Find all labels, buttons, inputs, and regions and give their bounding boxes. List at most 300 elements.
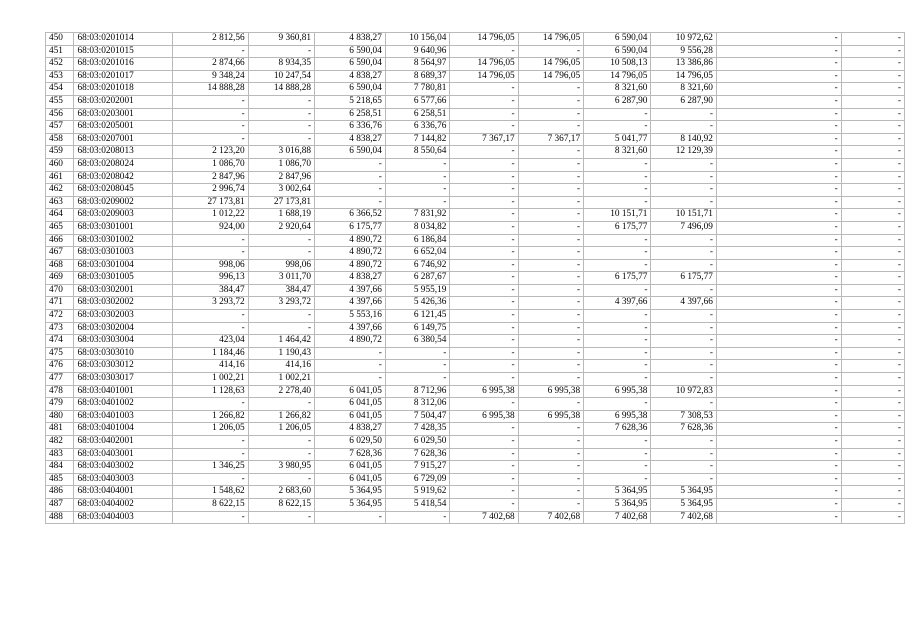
value-col-7-cell: - xyxy=(584,373,651,386)
value-col-2-cell: 1 464,42 xyxy=(248,335,314,348)
table-row xyxy=(46,171,905,184)
value-col-1-cell: - xyxy=(172,234,248,247)
value-col-5-cell: - xyxy=(450,473,518,486)
row-number-cell: 452 xyxy=(46,58,74,71)
value-col-6-cell: - xyxy=(518,196,583,209)
value-col-8-cell: 6 175,77 xyxy=(651,272,716,285)
value-col-4-cell: - xyxy=(385,196,450,209)
value-col-1-cell: 9 348,24 xyxy=(172,70,248,83)
value-col-10-cell: - xyxy=(841,385,904,398)
value-col-10-cell: - xyxy=(841,272,904,285)
value-col-10-cell: - xyxy=(841,45,904,58)
value-col-3-cell: - xyxy=(315,158,386,171)
value-col-10-cell: - xyxy=(841,284,904,297)
value-col-1-cell: 1 128,63 xyxy=(172,385,248,398)
value-col-8-cell: - xyxy=(651,121,716,134)
value-col-8-cell: 4 397,66 xyxy=(651,297,716,310)
value-col-3-cell: 4 890,72 xyxy=(315,234,386,247)
value-col-10-cell: - xyxy=(841,360,904,373)
row-number-cell: 457 xyxy=(46,121,74,134)
value-col-4-cell: 7 915,27 xyxy=(385,461,450,474)
value-col-3-cell: - xyxy=(315,373,386,386)
cadastral-number-cell: 68:03:0208042 xyxy=(74,171,172,184)
value-col-1-cell: - xyxy=(172,511,248,524)
cadastral-number-cell: 68:03:0404001 xyxy=(74,486,172,499)
row-number-cell: 461 xyxy=(46,171,74,184)
value-col-7-cell: 6 995,38 xyxy=(584,385,651,398)
row-number-cell: 469 xyxy=(46,272,74,285)
value-col-4-cell: 5 426,36 xyxy=(385,297,450,310)
value-col-7-cell: 4 397,66 xyxy=(584,297,651,310)
value-col-3-cell: 6 590,04 xyxy=(315,146,386,159)
value-col-9-cell: - xyxy=(716,322,841,335)
value-col-1-cell: 3 293,72 xyxy=(172,297,248,310)
table-row xyxy=(46,259,905,272)
value-col-6-cell: 14 796,05 xyxy=(518,58,583,71)
value-col-1-cell: - xyxy=(172,436,248,449)
value-col-9-cell: - xyxy=(716,498,841,511)
value-col-7-cell: 5 041,77 xyxy=(584,133,651,146)
value-col-9-cell: - xyxy=(716,272,841,285)
value-col-10-cell: - xyxy=(841,473,904,486)
value-col-6-cell: - xyxy=(518,322,583,335)
table-row xyxy=(46,158,905,171)
value-col-7-cell: - xyxy=(584,247,651,260)
value-col-4-cell: - xyxy=(385,171,450,184)
table-row xyxy=(46,398,905,411)
row-number-cell: 460 xyxy=(46,158,74,171)
row-number-cell: 450 xyxy=(46,33,74,46)
value-col-7-cell: 7 628,36 xyxy=(584,423,651,436)
cadastral-number-cell: 68:03:0302003 xyxy=(74,310,172,323)
table-row xyxy=(46,297,905,310)
value-col-8-cell: - xyxy=(651,322,716,335)
value-col-4-cell: 6 029,50 xyxy=(385,436,450,449)
value-col-6-cell: - xyxy=(518,83,583,96)
table-row xyxy=(46,335,905,348)
value-col-7-cell: - xyxy=(584,108,651,121)
value-col-8-cell: 8 321,60 xyxy=(651,83,716,96)
value-col-4-cell: - xyxy=(385,158,450,171)
value-col-5-cell: - xyxy=(450,234,518,247)
value-col-1-cell: 423,04 xyxy=(172,335,248,348)
row-number-cell: 477 xyxy=(46,373,74,386)
value-col-4-cell: - xyxy=(385,360,450,373)
value-col-6-cell: - xyxy=(518,259,583,272)
value-col-7-cell: - xyxy=(584,158,651,171)
value-col-7-cell: 6 590,04 xyxy=(584,45,651,58)
cadastral-number-cell: 68:03:0403002 xyxy=(74,461,172,474)
value-col-7-cell: - xyxy=(584,196,651,209)
value-col-4-cell: 5 955,19 xyxy=(385,284,450,297)
table-row xyxy=(46,108,905,121)
value-col-3-cell: 6 041,05 xyxy=(315,410,386,423)
row-number-cell: 454 xyxy=(46,83,74,96)
table-row xyxy=(46,373,905,386)
cadastral-number-cell: 68:03:0207001 xyxy=(74,133,172,146)
value-col-10-cell: - xyxy=(841,486,904,499)
value-col-10-cell: - xyxy=(841,310,904,323)
value-col-1-cell: - xyxy=(172,310,248,323)
value-col-7-cell: - xyxy=(584,448,651,461)
value-col-2-cell: 8 622,15 xyxy=(248,498,314,511)
table-row xyxy=(46,146,905,159)
cadastral-number-cell: 68:03:0209002 xyxy=(74,196,172,209)
row-number-cell: 481 xyxy=(46,423,74,436)
value-col-9-cell: - xyxy=(716,221,841,234)
row-number-cell: 459 xyxy=(46,146,74,159)
value-col-3-cell: 6 590,04 xyxy=(315,83,386,96)
cadastral-number-cell: 68:03:0402001 xyxy=(74,436,172,449)
value-col-7-cell: - xyxy=(584,322,651,335)
value-col-7-cell: - xyxy=(584,360,651,373)
value-col-9-cell: - xyxy=(716,171,841,184)
value-col-5-cell: 14 796,05 xyxy=(450,58,518,71)
value-col-5-cell: - xyxy=(450,322,518,335)
value-col-3-cell: 4 838,27 xyxy=(315,423,386,436)
value-col-6-cell: - xyxy=(518,272,583,285)
value-col-4-cell: 8 689,37 xyxy=(385,70,450,83)
value-col-5-cell: - xyxy=(450,259,518,272)
value-col-6-cell: - xyxy=(518,171,583,184)
value-col-2-cell: - xyxy=(248,398,314,411)
value-col-7-cell: 5 364,95 xyxy=(584,498,651,511)
value-col-4-cell: 6 336,76 xyxy=(385,121,450,134)
value-col-10-cell: - xyxy=(841,209,904,222)
value-col-6-cell: 14 796,05 xyxy=(518,33,583,46)
value-col-9-cell: - xyxy=(716,121,841,134)
row-number-cell: 465 xyxy=(46,221,74,234)
row-number-cell: 488 xyxy=(46,511,74,524)
value-col-10-cell: - xyxy=(841,498,904,511)
value-col-7-cell: - xyxy=(584,171,651,184)
value-col-7-cell: - xyxy=(584,461,651,474)
cadastral-number-cell: 68:03:0303010 xyxy=(74,347,172,360)
value-col-3-cell: 6 258,51 xyxy=(315,108,386,121)
value-col-8-cell: - xyxy=(651,398,716,411)
value-col-8-cell: - xyxy=(651,196,716,209)
value-col-2-cell: - xyxy=(248,448,314,461)
value-col-5-cell: - xyxy=(450,398,518,411)
value-col-5-cell: - xyxy=(450,272,518,285)
value-col-6-cell: - xyxy=(518,45,583,58)
value-col-4-cell: 6 258,51 xyxy=(385,108,450,121)
value-col-1-cell: 1 346,25 xyxy=(172,461,248,474)
table-row xyxy=(46,33,905,46)
value-col-5-cell: 6 995,38 xyxy=(450,385,518,398)
value-col-4-cell: 5 919,62 xyxy=(385,486,450,499)
table-row xyxy=(46,95,905,108)
value-col-6-cell: 6 995,38 xyxy=(518,410,583,423)
value-col-4-cell: 8 312,06 xyxy=(385,398,450,411)
value-col-8-cell: - xyxy=(651,473,716,486)
value-col-4-cell: 7 504,47 xyxy=(385,410,450,423)
value-col-5-cell: - xyxy=(450,373,518,386)
value-col-10-cell: - xyxy=(841,158,904,171)
value-col-1-cell: 2 874,66 xyxy=(172,58,248,71)
value-col-10-cell: - xyxy=(841,322,904,335)
row-number-cell: 475 xyxy=(46,347,74,360)
cadastral-number-cell: 68:03:0201017 xyxy=(74,70,172,83)
cadastral-number-cell: 68:03:0302002 xyxy=(74,297,172,310)
value-col-3-cell: 6 175,77 xyxy=(315,221,386,234)
value-col-5-cell: 7 367,17 xyxy=(450,133,518,146)
value-col-3-cell: 4 838,27 xyxy=(315,272,386,285)
value-col-2-cell: 2 920,64 xyxy=(248,221,314,234)
value-col-1-cell: - xyxy=(172,473,248,486)
value-col-6-cell: - xyxy=(518,146,583,159)
value-col-2-cell: 414,16 xyxy=(248,360,314,373)
value-col-7-cell: 6 995,38 xyxy=(584,410,651,423)
cadastral-number-cell: 68:03:0303012 xyxy=(74,360,172,373)
value-col-6-cell: - xyxy=(518,184,583,197)
value-col-2-cell: 2 847,96 xyxy=(248,171,314,184)
value-col-1-cell: 1 012,22 xyxy=(172,209,248,222)
value-col-7-cell: 6 175,77 xyxy=(584,272,651,285)
value-col-3-cell: 4 890,72 xyxy=(315,259,386,272)
value-col-10-cell: - xyxy=(841,410,904,423)
value-col-4-cell: 8 034,82 xyxy=(385,221,450,234)
value-col-9-cell: - xyxy=(716,436,841,449)
value-col-6-cell: - xyxy=(518,398,583,411)
value-col-1-cell: 2 123,20 xyxy=(172,146,248,159)
value-col-3-cell: 6 336,76 xyxy=(315,121,386,134)
value-col-4-cell: 6 746,92 xyxy=(385,259,450,272)
table-row xyxy=(46,58,905,71)
value-col-4-cell: 7 628,36 xyxy=(385,448,450,461)
value-col-8-cell: - xyxy=(651,171,716,184)
value-col-7-cell: 8 321,60 xyxy=(584,146,651,159)
table-row xyxy=(46,410,905,423)
value-col-2-cell: 998,06 xyxy=(248,259,314,272)
valuation-table xyxy=(45,32,905,524)
value-col-10-cell: - xyxy=(841,423,904,436)
value-col-6-cell: - xyxy=(518,461,583,474)
row-number-cell: 467 xyxy=(46,247,74,260)
row-number-cell: 473 xyxy=(46,322,74,335)
value-col-8-cell: - xyxy=(651,259,716,272)
value-col-5-cell: - xyxy=(450,209,518,222)
value-col-3-cell: 6 041,05 xyxy=(315,473,386,486)
value-col-1-cell: - xyxy=(172,448,248,461)
value-col-5-cell: - xyxy=(450,347,518,360)
value-col-3-cell: 5 364,95 xyxy=(315,486,386,499)
value-col-2-cell: 2 683,60 xyxy=(248,486,314,499)
value-col-7-cell: 14 796,05 xyxy=(584,70,651,83)
value-col-6-cell: - xyxy=(518,209,583,222)
table-row xyxy=(46,360,905,373)
value-col-2-cell: - xyxy=(248,473,314,486)
value-col-4-cell: 5 418,54 xyxy=(385,498,450,511)
value-col-6-cell: - xyxy=(518,310,583,323)
cadastral-number-cell: 68:03:0401004 xyxy=(74,423,172,436)
value-col-2-cell: 1 086,70 xyxy=(248,158,314,171)
cadastral-number-cell: 68:03:0404003 xyxy=(74,511,172,524)
value-col-6-cell: - xyxy=(518,486,583,499)
table-row xyxy=(46,347,905,360)
row-number-cell: 453 xyxy=(46,70,74,83)
value-col-9-cell: - xyxy=(716,247,841,260)
row-number-cell: 468 xyxy=(46,259,74,272)
value-col-6-cell: - xyxy=(518,498,583,511)
value-col-1-cell: - xyxy=(172,95,248,108)
value-col-6-cell: - xyxy=(518,360,583,373)
value-col-9-cell: - xyxy=(716,234,841,247)
value-col-8-cell: - xyxy=(651,284,716,297)
value-col-9-cell: - xyxy=(716,511,841,524)
row-number-cell: 483 xyxy=(46,448,74,461)
cadastral-number-cell: 68:03:0404002 xyxy=(74,498,172,511)
value-col-3-cell: 5 364,95 xyxy=(315,498,386,511)
value-col-6-cell: - xyxy=(518,121,583,134)
value-col-10-cell: - xyxy=(841,133,904,146)
value-col-3-cell: - xyxy=(315,347,386,360)
value-col-4-cell: - xyxy=(385,511,450,524)
value-col-4-cell: 8 712,96 xyxy=(385,385,450,398)
value-col-6-cell: - xyxy=(518,95,583,108)
table-row xyxy=(46,45,905,58)
row-number-cell: 482 xyxy=(46,436,74,449)
value-col-6-cell: - xyxy=(518,221,583,234)
table-row xyxy=(46,310,905,323)
value-col-8-cell: 10 972,83 xyxy=(651,385,716,398)
table-row xyxy=(46,70,905,83)
row-number-cell: 463 xyxy=(46,196,74,209)
value-col-10-cell: - xyxy=(841,335,904,348)
cadastral-number-cell: 68:03:0201016 xyxy=(74,58,172,71)
row-number-cell: 474 xyxy=(46,335,74,348)
value-col-2-cell: 3 980,95 xyxy=(248,461,314,474)
value-col-10-cell: - xyxy=(841,259,904,272)
row-number-cell: 462 xyxy=(46,184,74,197)
cadastral-number-cell: 68:03:0401002 xyxy=(74,398,172,411)
value-col-5-cell: 7 402,68 xyxy=(450,511,518,524)
value-col-3-cell: 6 590,04 xyxy=(315,45,386,58)
value-col-8-cell: - xyxy=(651,108,716,121)
value-col-7-cell: - xyxy=(584,473,651,486)
value-col-5-cell: - xyxy=(450,158,518,171)
cadastral-number-cell: 68:03:0401003 xyxy=(74,410,172,423)
value-col-3-cell: 4 838,27 xyxy=(315,133,386,146)
value-col-4-cell: 7 144,82 xyxy=(385,133,450,146)
value-col-10-cell: - xyxy=(841,398,904,411)
value-col-3-cell: - xyxy=(315,511,386,524)
value-col-2-cell: - xyxy=(248,322,314,335)
value-col-9-cell: - xyxy=(716,448,841,461)
cadastral-number-cell: 68:03:0303004 xyxy=(74,335,172,348)
value-col-2-cell: - xyxy=(248,121,314,134)
value-col-3-cell: 4 397,66 xyxy=(315,297,386,310)
value-col-6-cell: - xyxy=(518,448,583,461)
row-number-cell: 456 xyxy=(46,108,74,121)
value-col-5-cell: - xyxy=(450,171,518,184)
value-col-9-cell: - xyxy=(716,310,841,323)
value-col-1-cell: - xyxy=(172,45,248,58)
value-col-6-cell: - xyxy=(518,297,583,310)
value-col-1-cell: 384,47 xyxy=(172,284,248,297)
value-col-2-cell: 1 190,43 xyxy=(248,347,314,360)
value-col-8-cell: - xyxy=(651,247,716,260)
cadastral-number-cell: 68:03:0201014 xyxy=(74,33,172,46)
value-col-7-cell: - xyxy=(584,284,651,297)
value-col-9-cell: - xyxy=(716,196,841,209)
value-col-2-cell: 3 002,64 xyxy=(248,184,314,197)
value-col-2-cell: 10 247,54 xyxy=(248,70,314,83)
value-col-3-cell: 6 041,05 xyxy=(315,385,386,398)
value-col-6-cell: 6 995,38 xyxy=(518,385,583,398)
cadastral-number-cell: 68:03:0303017 xyxy=(74,373,172,386)
value-col-5-cell: - xyxy=(450,221,518,234)
value-col-1-cell: 1 548,62 xyxy=(172,486,248,499)
cadastral-number-cell: 68:03:0301002 xyxy=(74,234,172,247)
value-col-10-cell: - xyxy=(841,373,904,386)
value-col-9-cell: - xyxy=(716,58,841,71)
table-row xyxy=(46,184,905,197)
value-col-3-cell: 6 029,50 xyxy=(315,436,386,449)
value-col-1-cell: 2 996,74 xyxy=(172,184,248,197)
row-number-cell: 485 xyxy=(46,473,74,486)
value-col-8-cell: 13 386,86 xyxy=(651,58,716,71)
row-number-cell: 472 xyxy=(46,310,74,323)
value-col-7-cell: 6 175,77 xyxy=(584,221,651,234)
value-col-8-cell: - xyxy=(651,335,716,348)
value-col-10-cell: - xyxy=(841,95,904,108)
value-col-9-cell: - xyxy=(716,284,841,297)
value-col-9-cell: - xyxy=(716,45,841,58)
table-row xyxy=(46,247,905,260)
value-col-8-cell: 7 496,09 xyxy=(651,221,716,234)
value-col-8-cell: - xyxy=(651,461,716,474)
value-col-3-cell: - xyxy=(315,171,386,184)
value-col-5-cell: - xyxy=(450,247,518,260)
value-col-1-cell: 1 002,21 xyxy=(172,373,248,386)
value-col-4-cell: 10 156,04 xyxy=(385,33,450,46)
table-row xyxy=(46,322,905,335)
value-col-9-cell: - xyxy=(716,83,841,96)
value-col-5-cell: - xyxy=(450,436,518,449)
table-row xyxy=(46,284,905,297)
table-row xyxy=(46,461,905,474)
value-col-4-cell: 6 186,84 xyxy=(385,234,450,247)
value-col-3-cell: 4 890,72 xyxy=(315,247,386,260)
value-col-10-cell: - xyxy=(841,234,904,247)
value-col-1-cell: 14 888,28 xyxy=(172,83,248,96)
value-col-10-cell: - xyxy=(841,347,904,360)
value-col-5-cell: - xyxy=(450,423,518,436)
value-col-7-cell: 6 287,90 xyxy=(584,95,651,108)
value-col-9-cell: - xyxy=(716,209,841,222)
cadastral-number-cell: 68:03:0208013 xyxy=(74,146,172,159)
value-col-8-cell: - xyxy=(651,184,716,197)
value-col-8-cell: - xyxy=(651,360,716,373)
value-col-2-cell: 1 688,19 xyxy=(248,209,314,222)
value-col-4-cell: 6 380,54 xyxy=(385,335,450,348)
table-row xyxy=(46,436,905,449)
value-col-9-cell: - xyxy=(716,347,841,360)
value-col-5-cell: - xyxy=(450,196,518,209)
row-number-cell: 480 xyxy=(46,410,74,423)
value-col-7-cell: - xyxy=(584,436,651,449)
value-col-5-cell: - xyxy=(450,461,518,474)
value-col-4-cell: 6 652,04 xyxy=(385,247,450,260)
value-col-3-cell: 5 218,65 xyxy=(315,95,386,108)
value-col-10-cell: - xyxy=(841,221,904,234)
value-col-3-cell: 6 590,04 xyxy=(315,58,386,71)
value-col-2-cell: - xyxy=(248,511,314,524)
value-col-10-cell: - xyxy=(841,196,904,209)
value-col-5-cell: - xyxy=(450,284,518,297)
value-col-8-cell: 8 140,92 xyxy=(651,133,716,146)
